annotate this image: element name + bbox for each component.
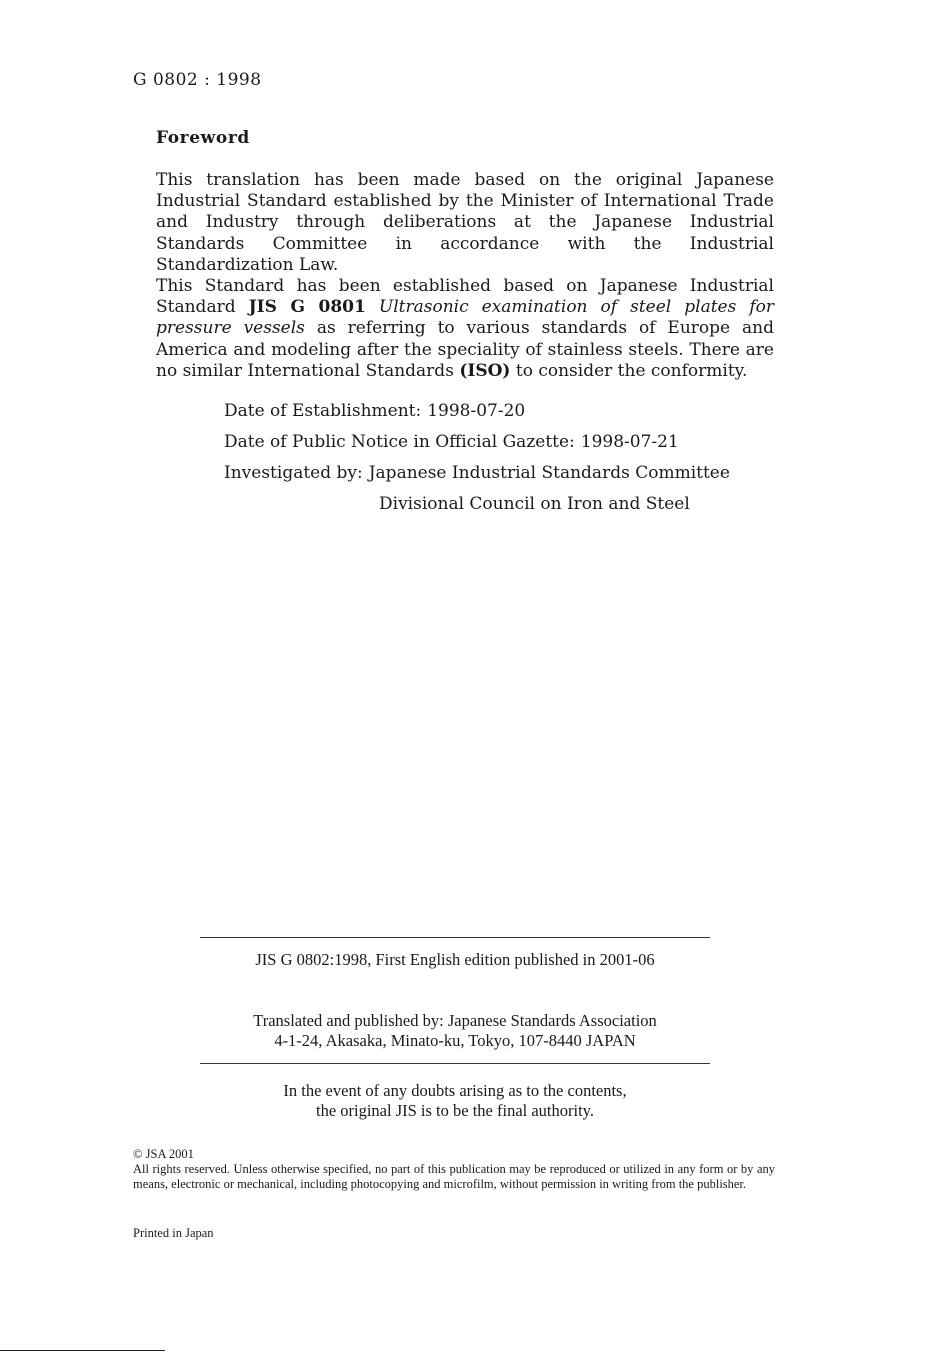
establishment-date-label: Date of Establishment: (224, 401, 422, 421)
public-notice-date-label: Date of Public Notice in Official Gazette: (224, 432, 575, 452)
publisher-address: 4-1-24, Akasaka, Minato-ku, Tokyo, 107-8440 JAPAN (274, 1031, 636, 1050)
referenced-standard-title: Ultrasonic examination of steel plates for pressure vessels (156, 297, 775, 339)
establishment-date-value: 1998-07-20 (427, 401, 526, 421)
iso-reference: (ISO) (459, 360, 511, 381)
authority-line-2: the original JIS is to be the final authority. (315, 1101, 594, 1120)
standard-code-header: G 0802 : 1998 (133, 70, 262, 90)
copyright-notice: © JSA 2001 (133, 1147, 194, 1161)
public-notice-date-value: 1998-07-21 (580, 432, 679, 452)
authority-note (200, 1081, 710, 1121)
establishment-date-line (224, 401, 525, 421)
publisher-block (200, 1011, 710, 1051)
investigated-by-council: Divisional Council on Iron and Steel (379, 494, 690, 514)
para2-middle: as referring to various standards of Europe and America and modeling after the speciality of stainless steels. There are no similar International Standards (156, 318, 774, 381)
foreword-title: Foreword (156, 128, 250, 148)
investigated-by-line (224, 463, 730, 483)
bottom-divider (200, 1063, 710, 1064)
edition-statement: JIS G 0802:1998, First English edition published in 2001-06 (255, 950, 655, 969)
footer-rule (0, 1350, 165, 1351)
foreword-paragraph-2 (156, 276, 774, 382)
investigated-by-label: Investigated by: (224, 463, 363, 483)
rights-statement: All rights reserved. Unless otherwise specified, no part of this publication may be reproduced or utilized in any form or by any means, electronic or mechanical, including photocopying and microfilm, without permission in writing from the publisher. (133, 1162, 775, 1191)
top-divider (200, 937, 710, 938)
para2-intro: This Standard has been established based on Japanese Industrial Standard (156, 276, 774, 318)
para2-space (366, 297, 379, 317)
publisher-line-1: Translated and published by: Japanese Standards Association (253, 1011, 657, 1030)
copyright-block (133, 1147, 775, 1192)
public-notice-date-line (224, 432, 679, 452)
authority-line-1: In the event of any doubts arising as to the contents, (283, 1081, 627, 1100)
referenced-standard: JIS G 0801 (248, 297, 366, 318)
foreword-paragraph-1: This translation has been made based on the original Japanese Industrial Standard established by the Minister of International Trade and Industry through deliberations at the Japanese Industrial Standards Committee in accordance with the Industrial Standardization Law. (156, 170, 774, 275)
printed-in-statement: Printed in Japan (133, 1226, 214, 1240)
investigated-by-committee: Japanese Industrial Standards Committee (368, 463, 730, 483)
para2-end: to consider the conformity. (510, 360, 748, 381)
foreword-body (156, 170, 774, 382)
